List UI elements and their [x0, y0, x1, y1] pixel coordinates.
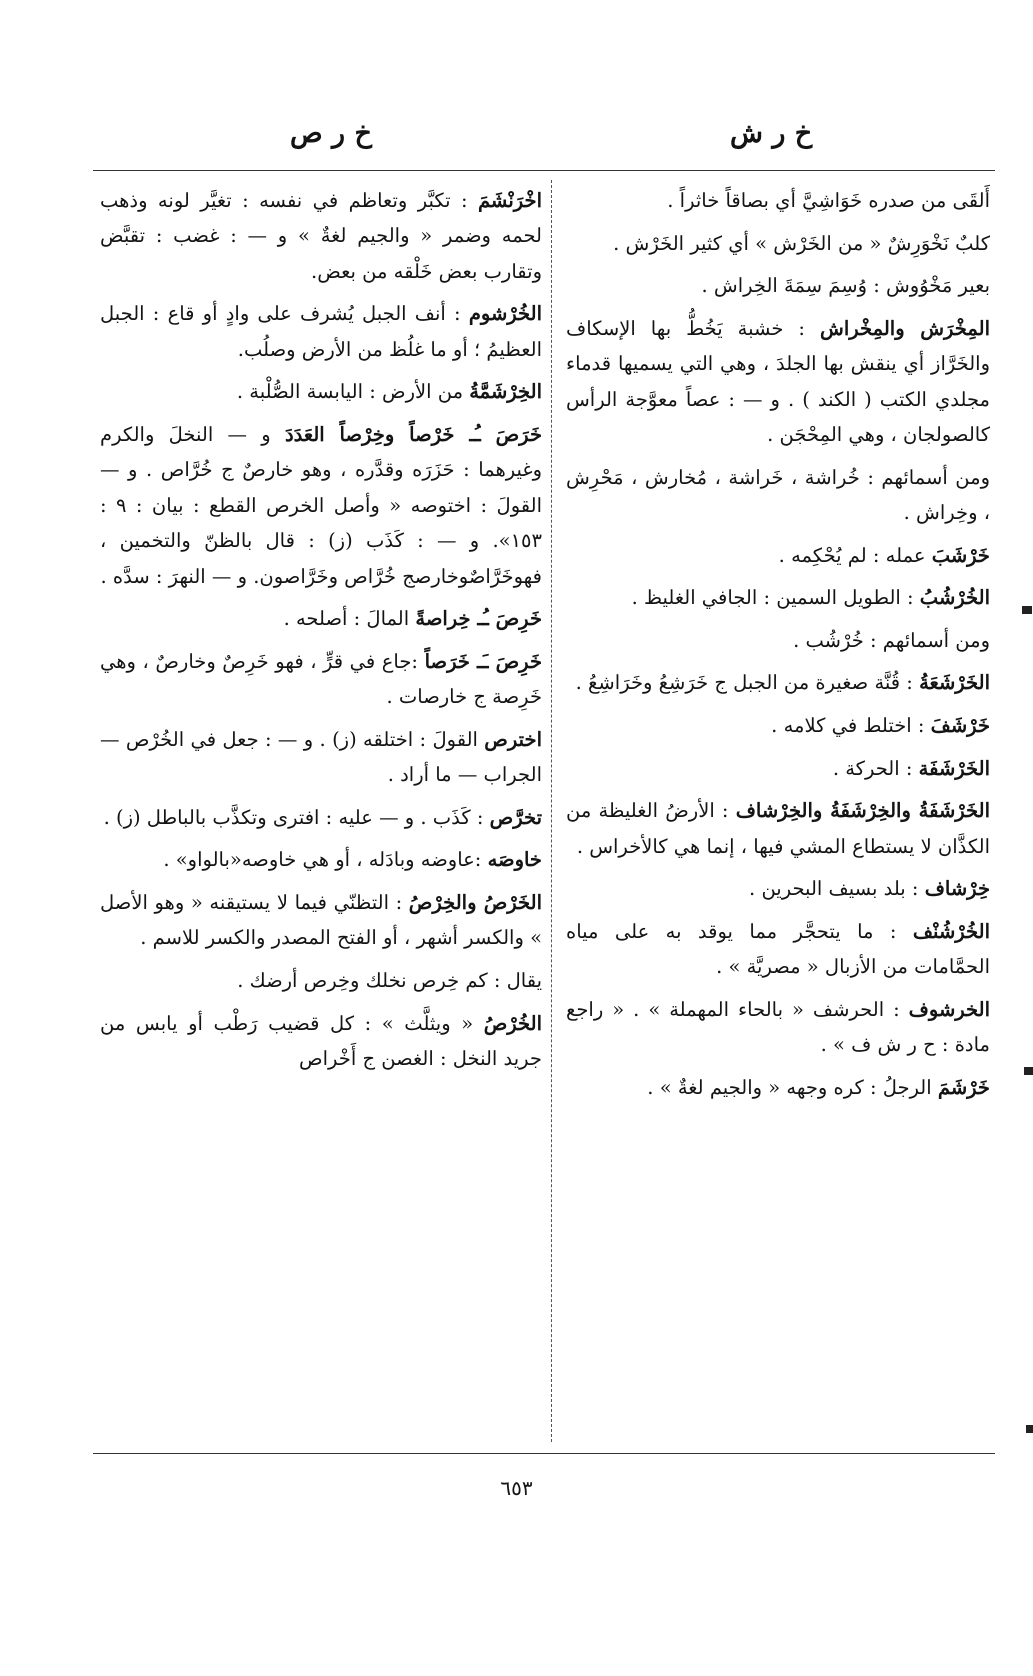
entry-headword: خَرَصَ ـُـ خَرْصاً وخِرْصاً العَدَدَ — [285, 423, 542, 446]
entry-headword: الخَرْشَفَةُ والخِرْشَفَةُ والخِرْشاف — [735, 799, 990, 823]
entry-definition: يقال : كم خِرص نخلك وخِرص أرضك . — [237, 969, 542, 992]
entry-definition: « ويثلَّث » : كل قضيب رَطْب أو يابس من جريد النخل : الغصن ج أَخْراص — [100, 1011, 542, 1070]
entry-definition: : خشبة يَخُطُّ بها الإسكاف والخَرَّاز أي ينقش بها الجلدَ ، وهي التي يسميها قدماء مجلدي الكتب ( الكند ) . و — : عصاً معوَّجة الرأس كالصولجان ، وهي المِحْجَن . — [566, 316, 990, 446]
dictionary-entry — [100, 963, 542, 998]
margin-mark — [1022, 606, 1032, 614]
left-column — [100, 183, 542, 1084]
entry-headword: اخترص — [484, 727, 542, 751]
entry-headword: الخَرْصُ والخِرْصُ — [408, 891, 542, 914]
entry-headword: خِرْشاف — [924, 877, 990, 901]
entry-headword: اخْرَنْشَمَ — [477, 189, 542, 212]
entry-definition: : أنف الجبل يُشرف على وادٍ أو قاع : الجبل العظيمُ ؛ أو ما غلُظ من الأرض وصلُب. — [100, 302, 542, 361]
entry-definition: : الأرضُ الغليظة من الكذَّان لا يستطاع المشي فيها ، إنما هي كالأخراس . — [566, 799, 990, 858]
dictionary-entry — [566, 268, 990, 303]
dictionary-entry — [566, 623, 990, 658]
entry-definition: :جاع في قرٍّ ، فهو خَرِصٌ وخارصٌ ، وهي خَرِصة ج خارصات . — [100, 649, 542, 709]
dictionary-entry — [566, 665, 990, 700]
entry-definition: :عاوضه وبادَله ، أو هي خاوصه«بالواو» . — [163, 848, 482, 872]
dictionary-entry — [566, 793, 990, 864]
entry-definition: القولَ : اختلقه (ز) . و — : جعل في الخُرْص — الجراب — ما أراد . — [100, 727, 542, 787]
dictionary-entry — [566, 708, 990, 743]
entry-definition: : بلد بسيف البحرين . — [749, 877, 919, 901]
dictionary-entry — [100, 296, 542, 367]
entry-headword: الخُرْشُنْف — [912, 919, 990, 943]
margin-mark — [1026, 1425, 1033, 1433]
entry-definition: : كَذَب . و — عليه : افترى وتكذَّب بالباطل (ز) . — [103, 805, 484, 829]
entry-headword: الخرشوف — [908, 997, 990, 1021]
entry-definition: : الحرشف « بالحاء المهملة » . « راجع مادة : ح ر ش ف » . — [566, 997, 990, 1057]
dictionary-entry — [100, 885, 542, 956]
dictionary-entry — [100, 1006, 542, 1077]
entry-headword: الخُرْشوم — [468, 302, 543, 326]
entry-headword: الخُرْشُبُ — [919, 586, 990, 610]
dictionary-entry — [566, 311, 990, 453]
entry-headword: خَرِصَ ـُـ خِراصةً — [415, 607, 542, 631]
entry-definition: ومن أسمائهم : خُراشة ، خَراشة ، مُخارش ، مَحْرِش ، وخِراش . — [566, 465, 990, 524]
dictionary-entry — [100, 800, 542, 835]
right-column — [566, 183, 990, 1112]
entry-definition: بعير مَخْوُوش : وُسِمَ سِمَةَ الخِراش . — [701, 274, 990, 298]
left-column-root-header: خ ر ص — [290, 118, 372, 149]
margin-mark — [1024, 1067, 1033, 1075]
entry-headword: الخَرْشَفَة — [918, 756, 990, 780]
dictionary-entry — [100, 644, 542, 715]
dictionary-entry — [566, 226, 990, 261]
entry-definition: : التظنّي فيما لا يستيقنه « وهو الأصل » والكسر أشهر ، أو الفتح المصدر والكسر للاسم . — [100, 891, 542, 950]
entry-definition: عمله : لم يُحْكِمه . — [778, 543, 926, 567]
entry-definition: : تكبَّر وتعاظم في نفسه : تغيَّر لونه وذهب لحمه وضمر « والجيم لغةٌ » و — : غضب : تقبَّض وتقارب بعض خَلْقه من بعض. — [100, 189, 542, 283]
entry-headword: خَرْشَمَ — [937, 1075, 990, 1099]
entry-definition: و — النخلَ والكرم وغيرهما : حَزَرَه وقدَّره ، وهو خارصٌ ج خُرَّاص . و — القولَ : اختوصه « وأصل الخرص القطع : بيان : ٩ : ١٥٣». و — : كَذَب (ز) : قال بالظنّ والتخمين ، فهوخَرَّاصٌوخارصج خُرَّاص وخَرَّاصون. و — النهرَ : سدَّه . — [100, 423, 542, 588]
page-number: ٦٥٣ — [500, 1476, 533, 1500]
entry-headword: خَرِصَ ـَـ خَرَصاً — [424, 649, 542, 673]
dictionary-entry — [566, 538, 990, 573]
bottom-rule — [93, 1453, 995, 1454]
dictionary-entry — [566, 183, 990, 218]
entry-headword: خَرْشَفَ — [930, 713, 990, 737]
dictionary-entry — [566, 871, 990, 906]
dictionary-entry — [566, 751, 990, 786]
dictionary-entry — [566, 992, 990, 1063]
dictionary-entry — [566, 1070, 990, 1105]
entry-definition: : الحركة . — [832, 756, 913, 780]
dictionary-entry — [100, 722, 542, 793]
entry-definition: : اختلط في كلامه . — [771, 713, 925, 737]
entry-headword: الخَرْشَعَةُ — [919, 671, 990, 695]
entry-definition: : قُنَّة صغيرة من الجبل ج خَرَشِعُ وخَرَاشِعُ . — [575, 671, 913, 695]
dictionary-entry — [566, 580, 990, 615]
entry-definition: أَلقَى من صدره خَوَاشِيَّ أي بصاقاً خاثراً . — [667, 189, 990, 212]
entry-definition: : الطويل السمين : الجافي الغليظ . — [631, 586, 914, 610]
entry-headword: خاوصَه — [487, 848, 542, 872]
entry-definition: الرجلُ : كره وجهه « والجيم لغةٌ » . — [647, 1075, 932, 1099]
entry-definition: المالَ : أصلحه . — [283, 607, 410, 631]
dictionary-entry — [566, 460, 990, 531]
top-rule — [93, 170, 995, 171]
entry-definition: من الأرض : اليابسة الصُّلْبة . — [236, 380, 464, 404]
entry-headword: تخرَّص — [489, 805, 542, 829]
entry-headword: الخُرْصُ — [483, 1011, 542, 1035]
dictionary-entry — [100, 601, 542, 636]
dictionary-entry — [100, 183, 542, 289]
dictionary-entry — [100, 842, 542, 877]
entry-headword: خَرْشَبَ — [931, 543, 990, 567]
entry-definition: ومن أسمائهم : خُرْشُب . — [793, 628, 990, 652]
entry-headword: الخِرْشَمَّةُ — [469, 380, 542, 404]
dictionary-entry — [100, 417, 542, 594]
right-column-root-header: خ ر ش — [730, 118, 813, 149]
entry-definition: : ما يتحجَّر مما يوقد به على مياه الحمَّامات من الأزبال « مصريَّة » . — [566, 919, 990, 979]
dictionary-entry — [100, 374, 542, 409]
column-divider — [551, 180, 552, 1442]
dictionary-entry — [566, 914, 990, 985]
entry-headword: المِخْرَش والمِخْراش — [820, 316, 990, 340]
entry-definition: كلبٌ نَخْوَرِشٌ « من الخَرْش » أي كثير الخَرْش . — [613, 231, 990, 255]
